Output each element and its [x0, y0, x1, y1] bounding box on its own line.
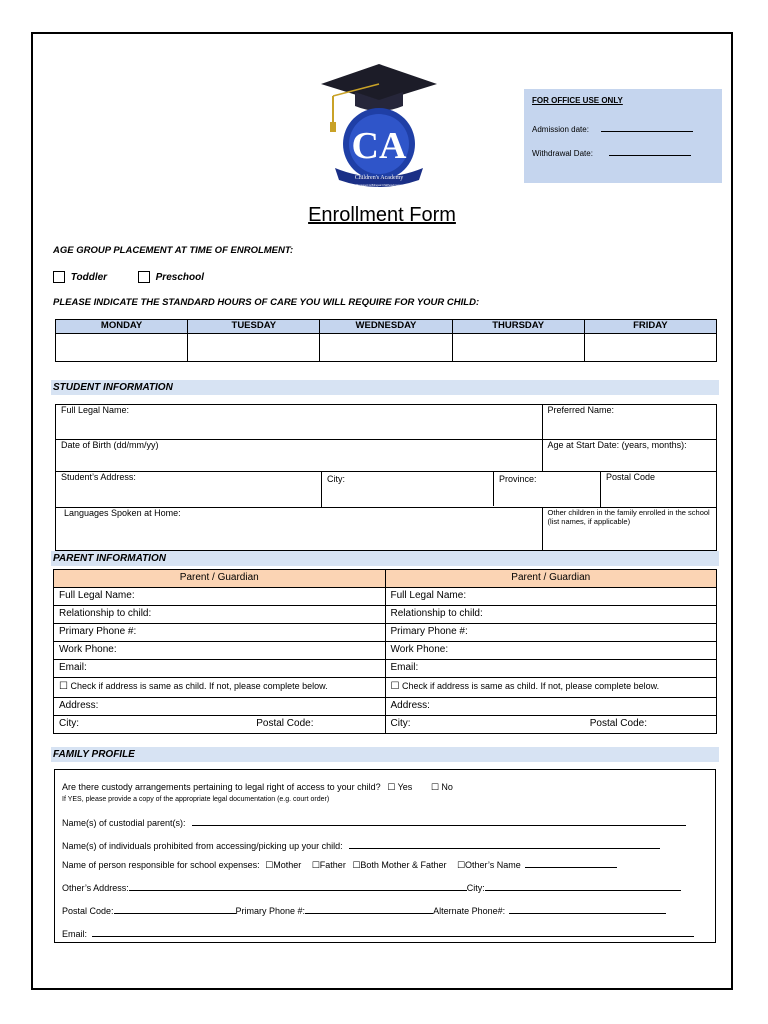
day-monday: MONDAY — [56, 320, 188, 334]
custodial-line — [192, 816, 686, 826]
postal-line — [114, 904, 236, 914]
hours-table — [55, 319, 717, 362]
parent-2-full-name[interactable]: Full Legal Name: — [385, 588, 717, 606]
family-profile-band: FAMILY PROFILE — [51, 747, 719, 762]
parent-1-primary-phone[interactable]: Primary Phone #: — [54, 624, 386, 642]
address-cell[interactable]: Student’s Address: — [56, 472, 322, 508]
office-use-box — [524, 89, 722, 183]
student-info-band: STUDENT INFORMATION — [51, 380, 719, 395]
custody-question: Are there custody arrangements pertaining to legal right of access to your child? — [62, 782, 381, 792]
other-children-cell[interactable]: Other children in the family enrolled in the school (list names, if applicable) — [542, 508, 716, 551]
logo-subtext: Montessori & Bilingual Childhood Centre — [355, 184, 403, 187]
preferred-name-cell[interactable]: Preferred Name: — [542, 405, 716, 440]
expenses-both-checkbox[interactable]: ☐Both Mother & Father — [352, 860, 447, 870]
parent-1-same-address-label: Check if address is same as child. If not, please complete below. — [70, 681, 328, 691]
prohibited-label: Name(s) of individuals prohibited from accessing/picking up your child: — [62, 841, 343, 851]
page-title: Enrollment Form — [308, 204, 456, 226]
parent-2-work-phone[interactable]: Work Phone: — [385, 642, 717, 660]
primary-phone-label: Primary Phone #: — [235, 906, 306, 916]
tuesday-hours-cell[interactable] — [188, 334, 320, 362]
others-address-line — [129, 881, 467, 891]
thursday-hours-cell[interactable] — [452, 334, 584, 362]
expenses-father-checkbox[interactable]: ☐Father — [311, 860, 346, 870]
custody-question-row — [62, 782, 453, 793]
admission-line — [601, 123, 693, 132]
parent-2-email[interactable]: Email: — [385, 660, 717, 678]
email-field[interactable] — [62, 927, 694, 939]
parent-1-postal-label: Postal Code: — [256, 718, 314, 729]
logo-banner: Children's Academy — [354, 175, 404, 181]
others-address-label: Other’s Address: — [62, 883, 129, 893]
parent-1-relationship[interactable]: Relationship to child: — [54, 606, 386, 624]
custody-no-checkbox[interactable]: ☐ No — [430, 782, 453, 792]
parent-2-city-label: City: — [390, 718, 411, 729]
city-cell[interactable]: City: — [322, 472, 494, 506]
day-friday: FRIDAY — [584, 320, 716, 334]
preschool-checkbox[interactable] — [138, 271, 150, 283]
parent-1-full-name[interactable]: Full Legal Name: — [54, 588, 386, 606]
hours-input-row — [56, 334, 717, 362]
parent-info-band: PARENT INFORMATION — [51, 551, 719, 566]
friday-hours-cell[interactable] — [584, 334, 716, 362]
graduation-cap-icon — [321, 64, 437, 102]
age-group-options — [53, 271, 204, 283]
office-heading: FOR OFFICE USE ONLY — [532, 96, 623, 105]
others-address-field[interactable] — [62, 881, 681, 893]
wednesday-hours-cell[interactable] — [320, 334, 452, 362]
expenses-other-checkbox[interactable]: ☐Other’s Name — [456, 860, 521, 870]
admission-date-field[interactable] — [532, 123, 693, 134]
school-logo — [319, 62, 439, 192]
logo-initials: CA — [351, 125, 407, 167]
student-info-table — [55, 404, 717, 551]
toddler-label: Toddler — [70, 271, 108, 283]
withdrawal-line — [609, 147, 691, 156]
family-profile-box — [54, 769, 716, 943]
custody-yes-checkbox[interactable]: ☐ Yes — [387, 782, 413, 792]
admission-label: Admission date: — [532, 125, 589, 134]
phones-field[interactable] — [62, 904, 666, 916]
postal-code-cell[interactable]: Postal Code — [601, 472, 717, 508]
parent-1-city-label: City: — [59, 718, 79, 729]
withdrawal-date-field[interactable] — [532, 147, 691, 158]
expenses-label: Name of person responsible for school expenses: — [62, 860, 260, 870]
full-name-cell[interactable]: Full Legal Name: — [56, 405, 543, 440]
parent-info-table — [53, 569, 717, 734]
prohibited-line — [349, 839, 660, 849]
parent-2-postal-label: Postal Code: — [589, 718, 647, 729]
alternate-phone-label: Alternate Phone#: — [433, 906, 506, 916]
others-city-line — [485, 881, 681, 891]
age-start-cell[interactable]: Age at Start Date: (years, months): — [542, 440, 716, 472]
expenses-mother-checkbox[interactable]: ☐Mother — [265, 860, 302, 870]
enrollment-form-page — [31, 32, 733, 990]
email-label: Email: — [62, 929, 88, 939]
dob-cell[interactable]: Date of Birth (dd/mm/yy) — [56, 440, 543, 472]
expenses-field[interactable] — [62, 858, 617, 871]
parent-1-same-address-checkbox[interactable]: ☐ — [59, 681, 68, 692]
primary-phone-line — [305, 904, 433, 914]
day-thursday: THURSDAY — [452, 320, 584, 334]
parent-1-city-postal[interactable] — [54, 716, 386, 734]
parent-1-email[interactable]: Email: — [54, 660, 386, 678]
hours-header-row — [56, 320, 717, 334]
age-group-heading: AGE GROUP PLACEMENT AT TIME OF ENROLMENT: — [53, 245, 294, 256]
parent-1-work-phone[interactable]: Work Phone: — [54, 642, 386, 660]
custodial-parent-field[interactable] — [62, 816, 686, 828]
parent-2-primary-phone[interactable]: Primary Phone #: — [385, 624, 717, 642]
custodial-label: Name(s) of custodial parent(s): — [62, 818, 186, 828]
hours-heading: PLEASE INDICATE THE STANDARD HOURS OF CARE YOU WILL REQUIRE FOR YOUR CHILD: — [53, 297, 480, 308]
parent-2-city-postal[interactable] — [385, 716, 717, 734]
parent-2-same-address-label: Check if address is same as child. If not, please complete below. — [401, 681, 660, 691]
parent-1-header: Parent / Guardian — [54, 570, 386, 588]
alternate-phone-line — [509, 904, 666, 914]
day-wednesday: WEDNESDAY — [320, 320, 452, 334]
parent-2-same-address-checkbox[interactable]: ☐ — [390, 681, 400, 692]
parent-2-same-address[interactable] — [385, 678, 717, 698]
parent-2-address[interactable]: Address: — [385, 698, 717, 716]
toddler-checkbox[interactable] — [53, 271, 65, 283]
withdrawal-label: Withdrawal Date: — [532, 149, 593, 158]
parent-1-same-address[interactable] — [54, 678, 386, 698]
prohibited-field[interactable] — [62, 839, 660, 851]
custody-note: If YES, please provide a copy of the appropriate legal documentation (e.g. court order) — [62, 796, 330, 803]
expenses-other-line — [525, 858, 617, 868]
others-city-label: City: — [466, 883, 485, 893]
parent-2-header: Parent / Guardian — [385, 570, 717, 588]
preschool-label: Preschool — [155, 271, 204, 283]
parent-2-relationship[interactable]: Relationship to child: — [385, 606, 717, 624]
email-line — [92, 927, 694, 937]
day-tuesday: TUESDAY — [188, 320, 320, 334]
postal-label: Postal Code: — [62, 906, 114, 916]
parent-1-address[interactable]: Address: — [54, 698, 386, 716]
languages-cell[interactable]: Languages Spoken at Home: — [56, 508, 543, 551]
province-cell[interactable]: Province: — [499, 474, 537, 484]
monday-hours-cell[interactable] — [56, 334, 188, 362]
